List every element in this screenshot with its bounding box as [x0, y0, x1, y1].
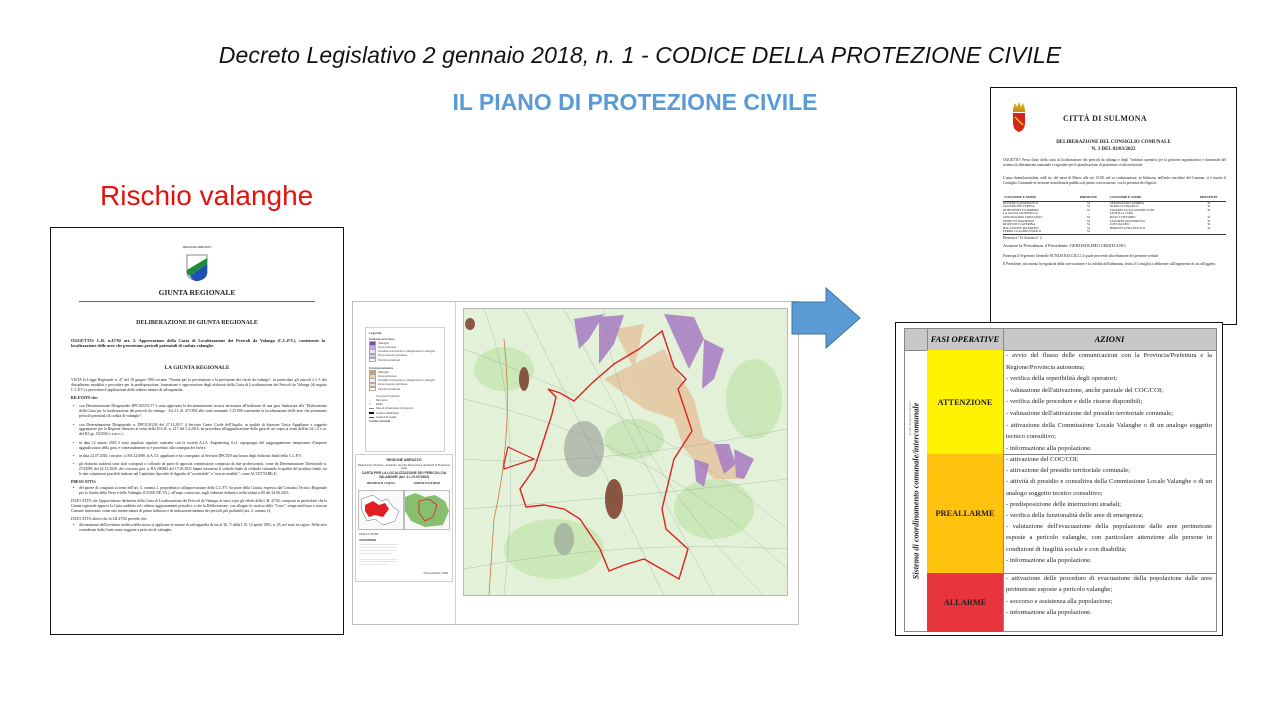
- risk-label: Rischio valanghe: [100, 180, 314, 211]
- oggetto-text: OGGETTO: Presa d'atto della carta di localizzazione dei pericoli da valanga e degli "indirizzi operativi per la gestione organizzativa e funzionale del sistema di allertamento nazionale e regionale per le pianificazione di protezione civile territoriale: [1003, 158, 1226, 167]
- legend-item: Valanghe: [369, 341, 441, 345]
- paragraph-heading: PRESO ATTO:: [71, 480, 97, 485]
- phase-name: ATTENZIONE: [927, 350, 1004, 454]
- map-drawing-icon: [464, 309, 787, 595]
- paragraph: DATO ATTO che l'approvazione definitiva della Carta di Localizzazione dei Pericoli da Valanga, ai sensi e per gli effetti della L.R. 47/92, comporta in particolare che la Giunta regionale approvi la Carta suddetta ed i relativi aggiornamenti periodici, e che la Deliberazione, con allegato lo stralcio della "Carta", venga notificata a ciascun Comune interessato come atto avente natura di primo indirizzo e di indicazione minima dei pericoli più probabili (art. 2, comma 2);: [71, 499, 327, 514]
- legend-item: Possibile scorrimento e collegamento di valanghe: [369, 379, 441, 383]
- table-row: DI RIENZO CATERINA SI LUPI JACOPO SI: [1003, 222, 1211, 227]
- province-shape-icon: [359, 491, 403, 529]
- bullet-item: • gli elaborati suddetti sono stati sottoposti a collaudo da parte di apposita commissione composta da due professionisti, come da Determinazione Direttoriale n. 274/DPC del 22.12.2020, che con nota prot. n. RA 206842 del 17.05.2021 hanno trasmesso il verbale finale di collaudo valutando la qualità del prodotto finale, tra le due valutazioni possibili indicate nel Capitolato Speciale di Appalto di "accettabile" e "non accettabile", come ACCETTABILE;: [71, 462, 327, 477]
- header-phases: FASI OPERATIVE: [927, 329, 1004, 350]
- legend-item: Pericolo localizzato: [369, 387, 441, 391]
- province-minimap: PROVINCIA DI L'AQUILA: [358, 482, 404, 530]
- document-body: [71, 378, 327, 537]
- map-title-block: [355, 454, 453, 582]
- department-name: Dipartimento Territorio - Ambiente, Servizio Prevenzione dei Rischi di Protezione Civile: [357, 464, 451, 470]
- legend-group: Confini comunali: [369, 419, 391, 423]
- bullet-item: • con Determinazione Dirigenziale n. DPC018/234 del 27.11.2017 il Servizio Genio Civile dell'Aquila, in qualità di Stazione Unica Appaltante e soggetto aggregatore per la Regione Abruzzo ai sensi della D.G.R. n. 217 del 5.4.2016, ha proceduto all'aggiudicazione della gara di cui sopra ai sensi dell'art.32 c.5 e ss. del D.Lgs. 50/2016 e s.m.e.i.;: [71, 423, 327, 438]
- closing-text: Il Presidente, riscontrata la regolarità della convocazione e la validità dell'adunanza, invita il Consiglio a deliberare sull'argomento di cui all'oggetto.: [1003, 262, 1217, 266]
- legend-item: ▪ Baricentro: [369, 399, 388, 403]
- legend-item: Rete di infrastrutture di trasporto: [369, 407, 441, 411]
- regional-deliberation-document: [50, 227, 344, 635]
- phase-name: ALLARME: [927, 573, 1004, 632]
- map-legend: [365, 327, 445, 452]
- edition: Prima edizione: 2020: [423, 572, 448, 576]
- legend-group: Evidenze sul terreno: [369, 337, 395, 341]
- header-divider: [79, 301, 315, 302]
- operational-phases-document: [895, 322, 1223, 636]
- abruzzo-region-logo-icon: [186, 254, 208, 282]
- right-arrow-icon: [791, 287, 861, 349]
- logo-caption: REGIONE ABRUZZO: [182, 245, 212, 249]
- table-header: [905, 329, 1216, 351]
- legend-item: Zone pericolose: [369, 375, 441, 379]
- municipality-shape-icon: [405, 491, 449, 529]
- city-name: CITTÀ DI SULMONA: [1063, 114, 1147, 123]
- legend-item: Valanghe: [369, 370, 441, 374]
- attendance-table: COGNOME E NOME PRESENTE COGNOME E NOME PRESENTE DI PIERO GIANFRANCO SI GEROSOLIMO ANDREA SI SANTARONE TERESA SI DI ROCCO FRANCO SI DI BENEDETTO MIMMO SI ZAVARELLA SALVATORE EZIO SI LA GATTA ANTONELLA - TANTILLI LUIGI - GEROSOLIMO CRISTIANO SI MASCI VITTORIO SI PROIETTI MAURIZIO SI LA PORTA ANTONIETTA SI DI RIENZO CATERINA SI LUPI JACOPO SI BALASSONE MAURIZIO SI PERROTTA FRANCESCO SI FERRO CLAUDIO ENRICO SI: [1003, 195, 1226, 235]
- document-header: GIUNTA REGIONALE: [158, 288, 236, 297]
- map-title: CARTA PER LA LOCALIZZAZIONE DEI PERICOLI DA VALANGHE (Art. 2 L.R.47/1992): [361, 471, 447, 479]
- slide-title: Decreto Legislativo 2 gennaio 2018, n. 1 - CODICE DELLA PROTEZIONE CIVILE: [218, 42, 1062, 68]
- paragraph: DATO ATTO altresì che la LR 47/92 prevede che:: [71, 517, 148, 522]
- legend-item: Zone presunte pericolose: [369, 354, 441, 358]
- phase-name: PREALLARME: [927, 454, 1004, 573]
- legend-item: · Comune di Sulmona: [369, 394, 400, 399]
- phase-row-allarme: [927, 573, 1216, 632]
- deliberation-title: DELIBERAZIONE DI GIUNTA REGIONALE: [136, 320, 258, 326]
- table-row: DI PIERO GIANFRANCO SI GEROSOLIMO ANDREA SI: [1003, 200, 1211, 205]
- sheet-divider: [455, 302, 456, 624]
- notes-text: ───────────────────────── ───────────────────────── ───────────────────────── ───────────────────── ───────────────────────── ───────────────────────── ──────────────────: [359, 544, 398, 567]
- paragraph-heading: RILEVATO che:: [71, 396, 99, 401]
- table-row: LA GATTA ANTONELLA - TANTILLI LUIGI -: [1003, 211, 1210, 216]
- phase-row-attenzione: [927, 350, 1216, 455]
- bullet-item: • dal momento dell'avvenuta notifica della stessa si applicano le misure di salvaguardia di cui al Tit. V della L.R. 12 aprile 1983, n. 18, nel testo in vigore. Nelle aree considerate dalla Carta come soggette a pericolo di valanghe,: [71, 523, 327, 533]
- legend-item: Impianti di risalita: [369, 415, 441, 419]
- legend-item: Zone pericolose: [369, 345, 441, 349]
- section-title: LA GIUNTA REGIONALE: [164, 365, 230, 371]
- legend-group: Fotointerpretazione: [369, 366, 394, 370]
- secretary-text: Partecipa il Segretario Generale NUNZIA BUCCILLI, il quale provvede alla redazione del presente verbale.: [1003, 254, 1159, 258]
- phase-actions: - attivazione delle procedure di evacuazione della popolazione dalle aree perimetrate esposte a pericolo valanghe; - soccorso e assistenza alla popolazione; - informazione alla popolazione.: [1006, 575, 1212, 617]
- presidency-text: Assume la Presidenza il Presidente: GEROSOLIMO CRISTIANO.: [1003, 243, 1127, 248]
- paragraph: VISTA la Legge Regionale n. 47 del 18 giugno 1992 recante "Norme per la prevenzione e la previsione dei rischi da valanga", in particolare gli articoli 2 e 3 che disciplinano modalità e procedure per la predisposizione, formazione e approvazione degli elaborati della Carta di Localizzazione dei Pericoli da Valanga (di seguito C.L.P.V.) e prevedono l'applicazione delle relative misure di salvaguardia.: [71, 378, 327, 392]
- notes-title: AVVERTENZE: [359, 539, 377, 542]
- table-row: PROIETTI MAURIZIO SI LA PORTA ANTONIETTA SI: [1003, 218, 1211, 223]
- bullet-item: • in data 12 marzo 2018 è stato stipulato regolare contratto con la società A.I.A. Engineering S.r.l. capogruppo del raggruppamento temporaneo d'imprese aggiudicatario della gara, e contestualmente si è proceduto alla consegna dei lavori;: [71, 441, 327, 451]
- topographic-map: [463, 308, 788, 596]
- table-row: DI BENEDETTO MIMMO SI ZAVARELLA SALVATORE EZIO SI: [1003, 207, 1211, 212]
- operational-phases-table: [904, 328, 1217, 632]
- table-row: SANTARONE TERESA SI DI ROCCO FRANCO SI: [1003, 204, 1211, 209]
- coordination-system-label: Sistema di coordinamento comunale/intercomunale Fonte: Regione Abruzzo: [905, 350, 928, 631]
- legend-item: Zone presunte pericolose: [369, 383, 441, 387]
- attendance-summary: Presenti n° 15 Assenti n° 2: [1003, 236, 1042, 240]
- legend-title: Legenda: [369, 331, 382, 335]
- oggetto-text: OGGETTO: L.R. n.47/92 art. 2. Approvazione della Carta di Localizzazione dei Pericoli da Valanga (C.L.P.V.), contenente la localizzazione delle aree che presentano pericoli potenziali di caduta valanghe.: [71, 338, 325, 349]
- slide-subtitle: IL PIANO DI PROTEZIONE CIVILE: [452, 89, 818, 115]
- region-name: REGIONE ABRUZZO: [386, 458, 422, 462]
- legend-item: □ Edifici: [369, 403, 383, 407]
- municipal-deliberation-document: [990, 87, 1237, 325]
- deliberation-title: DELIBERAZIONE DEL CONSIGLIO COMUNALE N. 3 DEL 03/03/2022: [1056, 140, 1171, 152]
- sulmona-crest-icon: [1011, 101, 1027, 133]
- phase-actions: - attivazione del COC/COI; - attivazione del presidio territoriale comunale; - attività di presidio e consultiva della Commissione Locale Valanghe o di un analogo soggetto tecnico consultivo; - predisposizione delle interruzioni stradali; - verifica della funzionalità delle aree di emergenza; - valutazione dell'evacuazione della popolazione dalle aree perimetrate esposte a pericolo valanghe, con particolare attenzione alle persone in condizioni di fragilità sociale e con disabilità; - informazione alla popolazione.: [1006, 456, 1212, 564]
- legend-item: Possibile scorrimento e collegamento di valanghe: [369, 350, 441, 354]
- legend-item: Gradino stabilizzato: [369, 411, 441, 415]
- legend-item: Pericolo localizzato: [369, 358, 441, 362]
- table-row: FERRO CLAUDIO ENRICO SI: [1003, 230, 1226, 234]
- header-actions: AZIONI: [1094, 334, 1125, 344]
- phase-row-preallarme: [927, 454, 1216, 574]
- phase-actions: - avvio del flusso delle comunicazioni con la Provincia/Prefettura e la Regione/Provincia autonoma; - verifica della reperibilità degli operatori; - valutazione dell'attivazione, anche parziale del COC/COI; - verifica delle procedure e delle risorse disponibili; - valutazione dell'attivazione del presidio territoriale comunale; - attivazione della Commissione Locale Valanghe o di un analogo soggetto tecnico consultivo; - informazione alla popolazione.: [1006, 352, 1212, 452]
- location-minimaps: [356, 482, 452, 530]
- bullet-item: • del parere di congruità ai sensi dell'art. 3, comma 2, propedeutico all'approvazione della C.L.P.V. da parte della Giunta, espresso dal Comitato Tecnico Regionale per lo Studio della Neve e delle Valanghe (CO.RE.NE.VA.), all'uopo convocato, sugli elaborati definitivi nella seduta n.69 del 24.06.2021;: [71, 486, 327, 496]
- table-row: GEROSOLIMO CRISTIANO SI MASCI VITTORIO SI: [1003, 214, 1211, 219]
- municipality-minimap: COMUNE DI SULMONA: [404, 482, 450, 530]
- map-scale: SCALA 1:25.000: [359, 533, 379, 536]
- avalanche-hazard-map: [352, 301, 799, 625]
- bullet-item: • con Determinazione Dirigenziale DPC029/31/17 è stata approvata la documentazione tecnica necessaria all'indizione di una gara finalizzata alla "Elaborazione della Carta per la localizzazione dei pericoli da valanga - Art.2 L.R. 47/1992 alla scala nominale 1:25.000 contenente la localizzazione delle aree che presentano pericoli potenziali di caduta di valanghe";: [71, 404, 327, 419]
- table-row: BALASSONE MAURIZIO SI PERROTTA FRANCESCO SI: [1003, 225, 1211, 230]
- bullet-item: • in data 22.07.2020, con prot. n. RA 221088, la A.T.I. appaltatrice ha consegnato al Servizio DPC029 una bozza degli elaborati finali della C.L.P.V.;: [71, 454, 327, 459]
- intro-text: L'anno duemilaventidue, addì tre, del mese di Marzo alle ore 15:00, nel su continuazione, in Sulmona, nell'aula consiliare del Comune, si è riunito il Consiglio Comunale in sessione straordinaria pubblica di primo convocazione, con la presenza dei Signori:: [1003, 176, 1226, 185]
